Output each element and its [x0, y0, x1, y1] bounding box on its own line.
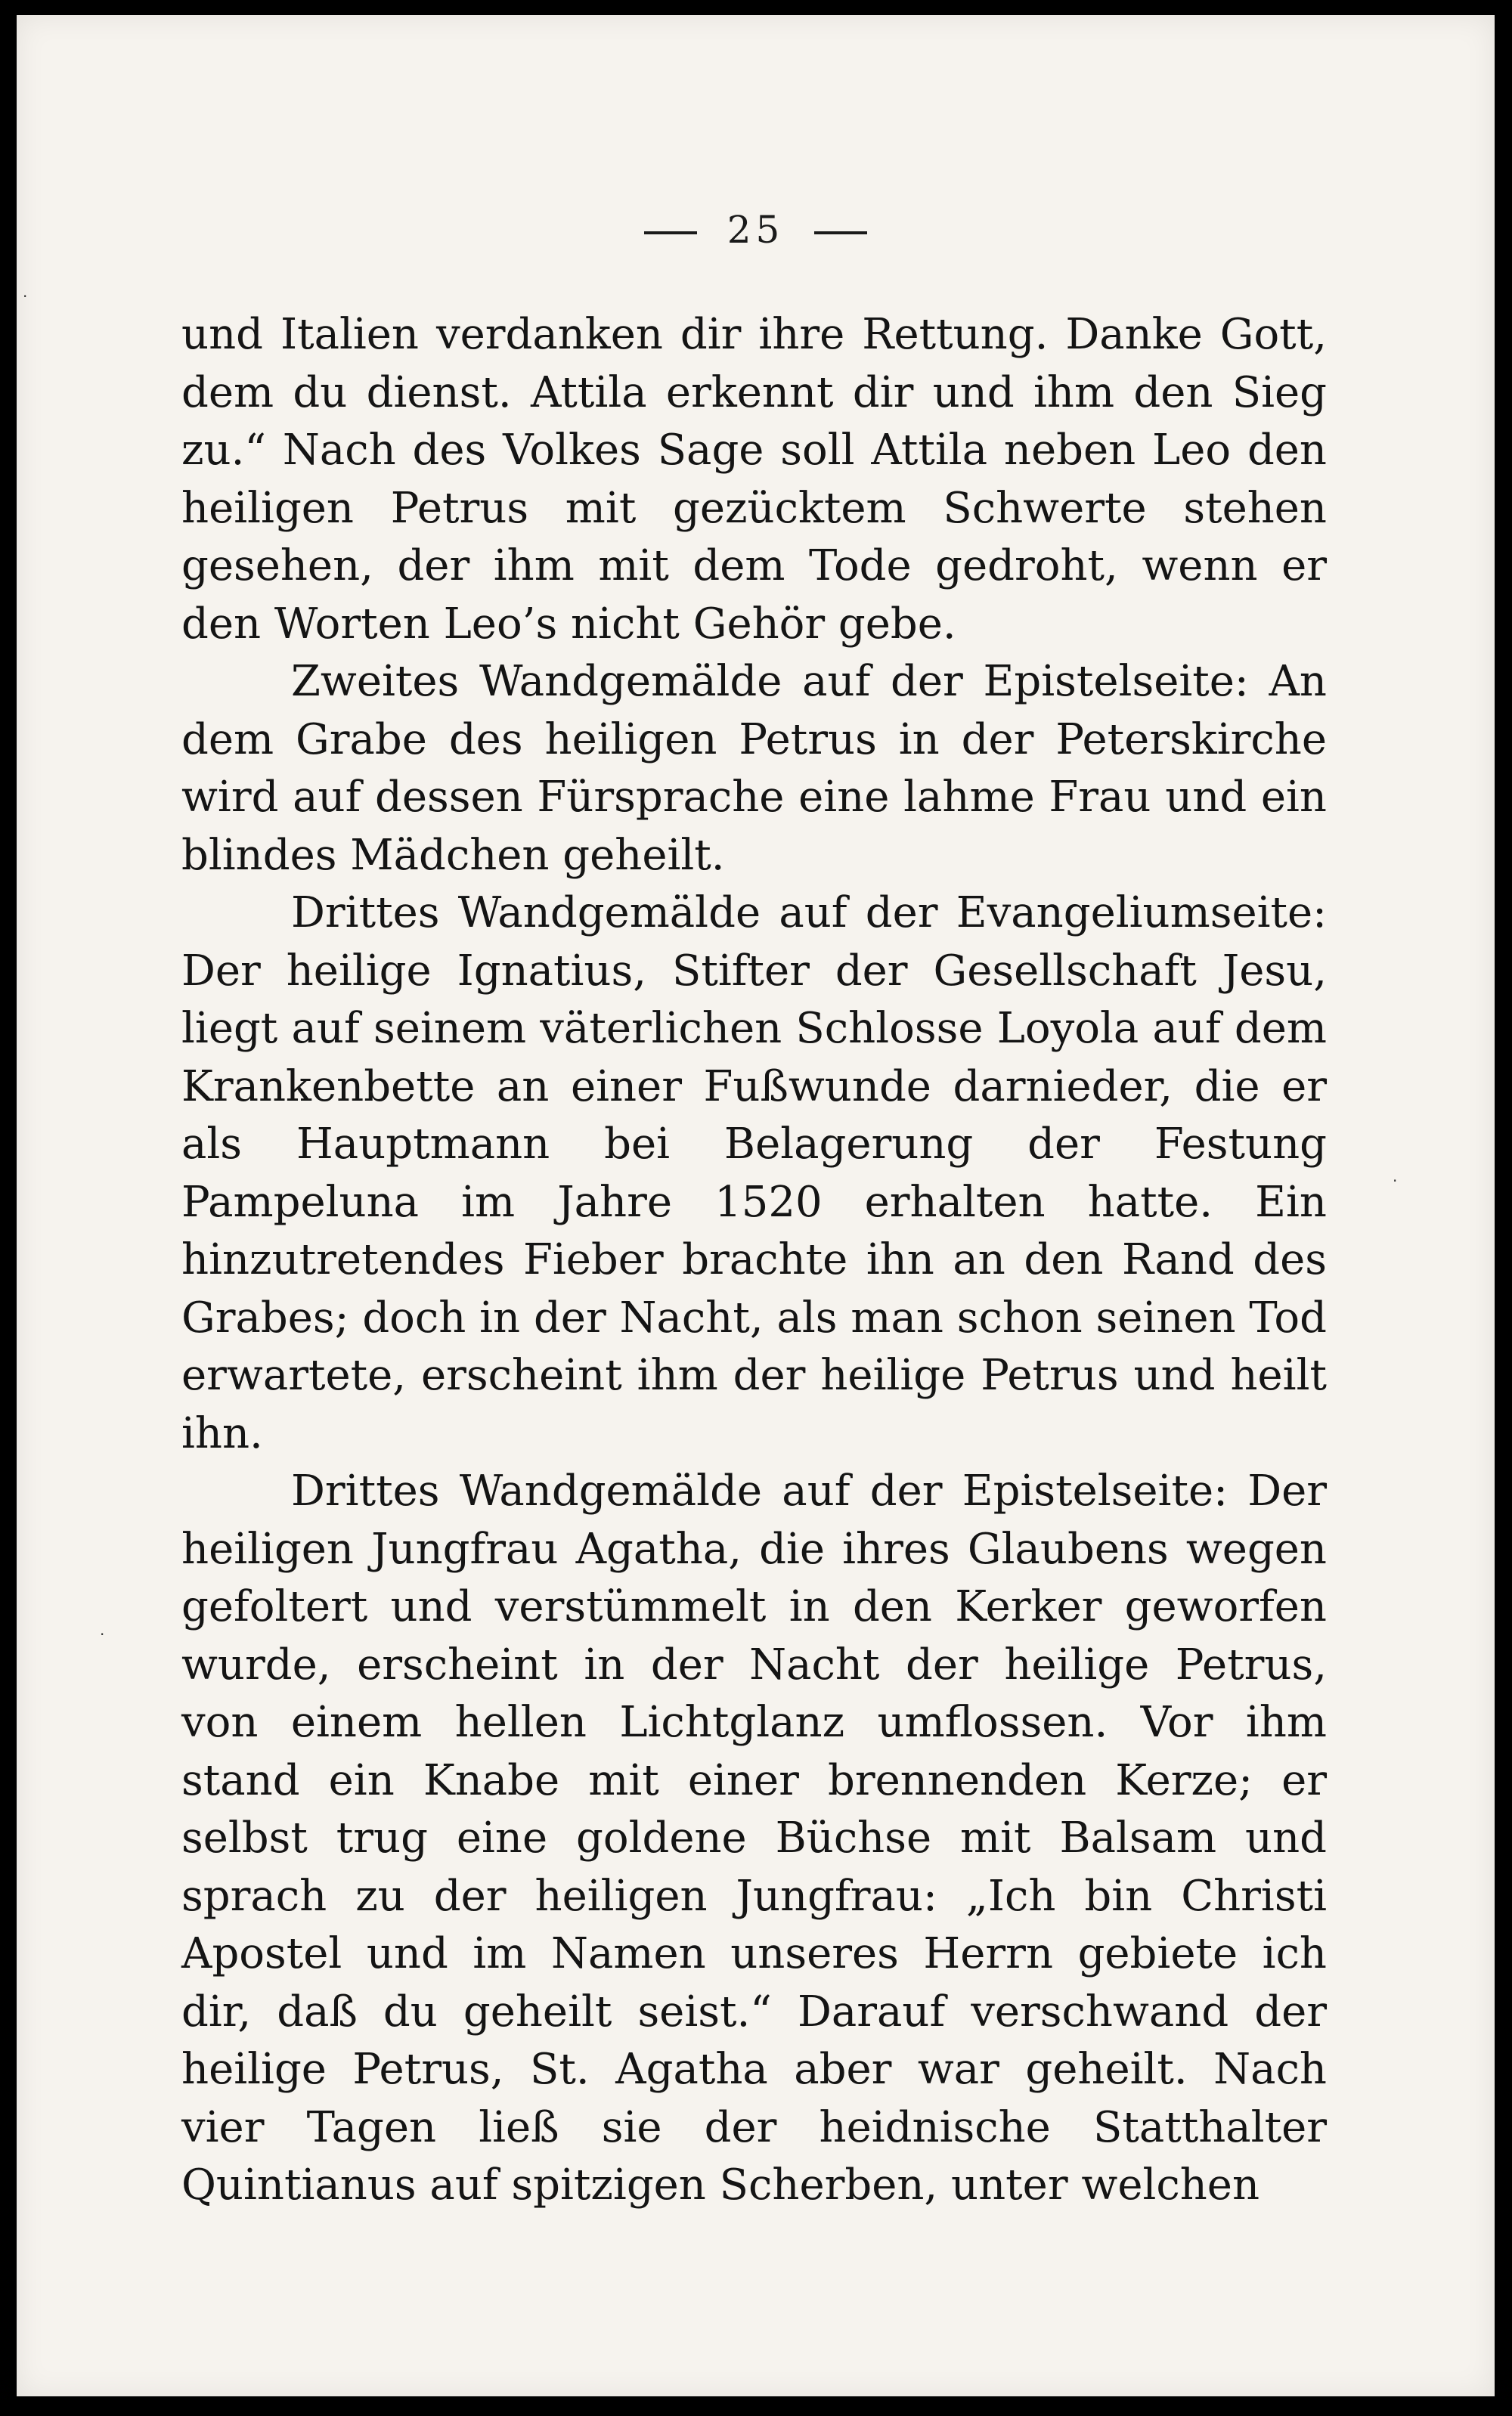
page-number-dash-right: [814, 231, 867, 234]
margin-speck: ·: [100, 1625, 105, 1643]
body-text: [181, 306, 1327, 2215]
book-page: [17, 15, 1495, 2396]
page-number-dash-left: [644, 231, 697, 234]
margin-speck: ·: [23, 287, 28, 305]
paragraph: und Italien verdanken dir ihre Rettung. Danke Gott, dem du dienst. Attila erkennt dir und ihm den Sieg zu.“ Nach des Volkes Sage soll Attila neben Leo den heiligen Petrus mit gezücktem Schwerte stehen gesehen, der ihm mit dem Tode gedroht, wenn er den Worten Leo’s nicht Gehör gebe.: [181, 310, 1327, 649]
paragraph: Drittes Wandgemälde auf der Evangeliumseite: Der heilige Ignatius, Stifter der Gesellschaft Jesu, liegt auf seinem väterlichen Schlosse Loyola auf dem Krankenbette an einer Fußwunde darnieder, die er als Hauptmann bei Belagerung der Festung Pampeluna im Jahre 1520 erhalten hatte. Ein hinzutretendes Fieber brachte ihn an den Rand des Grabes; doch in der Nacht, als man schon seinen Tod erwartete, erscheint ihm der heilige Petrus und heilt ihn.: [181, 888, 1327, 1458]
paragraph: Drittes Wandgemälde auf der Epistelseite: Der heiligen Jungfrau Agatha, die ihres Glaubens wegen gefoltert und verstümmelt in den Kerker geworfen wurde, erscheint in der Nacht der heilige Petrus, von einem hellen Lichtglanz umflossen. Vor ihm stand ein Knabe mit einer brennenden Kerze; er selbst trug eine goldene Büchse mit Balsam und sprach zu der heiligen Jungfrau: „Ich bin Christi Apostel und im Namen unseres Herrn gebiete ich dir, daß du geheilt seist.“ Darauf verschwand der heilige Petrus, St. Agatha aber war geheilt. Nach vier Tagen ließ sie der heidnische Statthalter Quintianus auf spitzigen Scherben, unter welchen: [181, 1467, 1327, 2210]
margin-speck: ·: [1393, 1172, 1398, 1190]
page-number-value: 25: [727, 208, 785, 252]
page-number: [17, 208, 1495, 252]
paragraph: Zweites Wandgemälde auf der Epistelseite: An dem Grabe des heiligen Petrus in der Peterskirche wird auf dessen Fürsprache eine lahme Frau und ein blindes Mädchen geheilt.: [181, 657, 1327, 880]
